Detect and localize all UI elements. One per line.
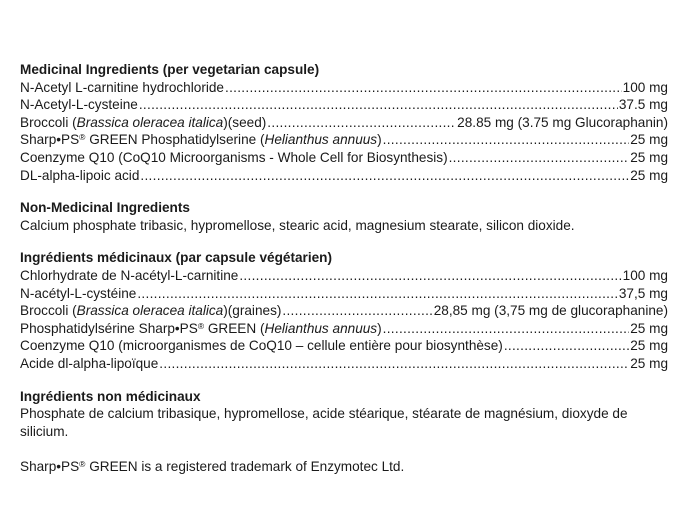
dot-leader — [239, 267, 621, 285]
medicinal-ingredients-en — [20, 61, 668, 184]
dot-leader — [159, 355, 629, 373]
ingredient-row — [20, 149, 668, 167]
dot-leader — [139, 96, 618, 114]
dot-leader — [282, 302, 432, 320]
ingredient-row — [20, 320, 668, 338]
ingredient-name: DL-alpha-lipoic acid — [20, 167, 140, 183]
latin-name: Helianthus annuus — [264, 320, 378, 336]
ingredient-name: N-acétyl-L-cystéine — [20, 285, 137, 301]
dot-leader — [383, 131, 630, 149]
ingredient-name: Chlorhydrate de N-acétyl-L-carnitine — [20, 267, 239, 283]
registered-mark: ® — [79, 132, 86, 143]
ingredient-label — [20, 61, 668, 476]
ingredient-row — [20, 167, 668, 185]
ingredient-row — [20, 285, 668, 303]
ingredient-amount: 37.5 mg — [618, 97, 668, 113]
ingredient-row — [20, 355, 668, 373]
registered-mark: ® — [197, 320, 205, 331]
ingredient-amount: 100 mg — [622, 267, 668, 283]
non-medicinal-ingredients-en — [20, 199, 668, 234]
dot-leader — [504, 337, 629, 355]
ingredient-name: Acide dl-alpha-lipoïque — [20, 355, 159, 371]
ingredient-amount: 100 mg — [622, 79, 668, 95]
section-heading: Non-Medicinal Ingredients — [20, 200, 190, 216]
latin-name: Brassica oleracea italica — [76, 114, 224, 130]
ingredient-row — [20, 96, 668, 114]
dot-leader — [140, 167, 629, 185]
ingredient-amount: 25 mg — [630, 320, 668, 336]
ingredient-row — [20, 267, 668, 285]
ingredient-row — [20, 131, 668, 149]
ingredient-amount: 37,5 mg — [618, 285, 668, 301]
ingredient-amount: 25 mg — [630, 167, 668, 183]
dot-leader — [383, 320, 630, 338]
ingredient-list-text: Calcium phosphate tribasic, hypromellose, stearic acid, magnesium stearate, silicon dioxide. — [20, 217, 575, 233]
ingredient-row — [20, 337, 668, 355]
ingredient-list-text: Phosphate de calcium tribasique, hypromellose, acide stéarique, stéarate de magnésium, dioxyde de silicium. — [20, 406, 628, 439]
ingredient-row — [20, 79, 668, 97]
ingredient-name: Coenzyme Q10 (microorganismes de CoQ10 – cellule entière pour biosynthèse) — [20, 338, 503, 354]
ingredient-name: Sharp•PS® GREEN Phosphatidylserine (Helianthus annuus) — [20, 132, 382, 148]
ingredient-name: N-Acetyl-L-cysteine — [20, 97, 138, 113]
ingredient-amount: 25 mg — [630, 132, 668, 148]
ingredient-amount: 25 mg — [630, 338, 668, 354]
dot-leader — [449, 149, 630, 167]
latin-name: Helianthus annuus — [264, 132, 378, 148]
ingredient-row — [20, 302, 668, 320]
ingredient-amount: 28,85 mg (3,75 mg de glucoraphanine) — [433, 303, 668, 319]
dot-leader — [225, 79, 622, 97]
ingredient-amount: 28.85 mg (3.75 mg Glucoraphanin) — [457, 114, 668, 130]
ingredient-amount: 25 mg — [630, 355, 668, 371]
registered-mark: ® — [79, 459, 86, 470]
ingredient-name: Phosphatidylsérine Sharp•PS® GREEN (Helianthus annuus) — [20, 320, 382, 336]
section-heading: Ingrédients non médicinaux — [20, 388, 201, 404]
medicinal-ingredients-fr — [20, 249, 668, 372]
ingredient-row — [20, 114, 668, 132]
ingredient-name: Broccoli (Brassica oleracea italica)(graines) — [20, 303, 282, 319]
section-heading: Medicinal Ingredients (per vegetarian capsule) — [20, 62, 320, 77]
ingredient-amount: 25 mg — [630, 149, 668, 165]
latin-name: Brassica oleracea italica — [76, 303, 224, 319]
trademark-notice: Sharp•PS® GREEN is a registered trademark of Enzymotec Ltd. — [20, 459, 405, 475]
ingredient-name: Broccoli (Brassica oleracea italica)(seed) — [20, 114, 267, 130]
ingredient-name: Coenzyme Q10 (CoQ10 Microorganisms - Whole Cell for Biosynthesis) — [20, 149, 448, 165]
dot-leader — [137, 285, 618, 303]
section-heading: Ingrédients médicinaux (par capsule végétarien) — [20, 250, 332, 266]
dot-leader — [267, 114, 456, 132]
ingredient-name: N-Acetyl L-carnitine hydrochloride — [20, 79, 224, 95]
non-medicinal-ingredients-fr — [20, 388, 668, 441]
